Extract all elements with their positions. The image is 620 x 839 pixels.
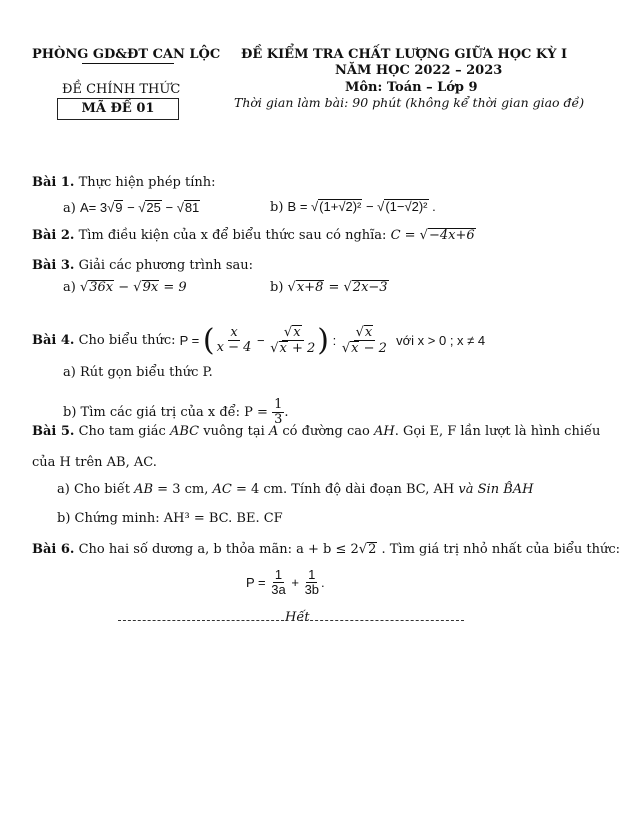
q5a: a) Cho biết AB = 3 cm, AC = 4 cm. Tính độ dài đoạn BC, AH và Sin B̂AH bbox=[57, 482, 534, 497]
end-marker: Hết bbox=[285, 610, 310, 625]
q3b: b) √x+8 = √2x−3 bbox=[270, 280, 388, 295]
q4a: a) Rút gọn biểu thức P. bbox=[63, 365, 213, 380]
footer-line-left bbox=[118, 620, 284, 621]
q4-heading: Bài 4. Cho biểu thức: P = ( $\frac{x}{x - 4}$ − $\frac{√x}{√x + 2}$ ) : $\frac{√x}{√x - 2}$ với x > 0 ; x ≠ 4 bbox=[32, 322, 486, 358]
official-label: ĐỀ CHÍNH THỨC bbox=[62, 82, 181, 97]
q3a: a) √36x − √9x = 9 bbox=[63, 280, 187, 295]
q5-line2: của H trên AB, AC. bbox=[32, 455, 157, 470]
q1b: b) B = √(1+√2)² − √(1−√2)² . bbox=[270, 199, 436, 215]
exam-code-box: MÃ ĐỀ 01 bbox=[57, 98, 179, 120]
q1-heading: Bài 1. Thực hiện phép tính: bbox=[32, 175, 216, 190]
department-title: PHÒNG GD&ĐT CAN LỘC bbox=[32, 47, 221, 62]
q1a: a) A= 3√9 − √25 − √81 bbox=[63, 200, 200, 216]
q5b: b) Chứng minh: AH³ = BC. BE. CF bbox=[57, 511, 283, 526]
footer-line-right bbox=[300, 620, 464, 621]
exam-title: ĐỀ KIỂM TRA CHẤT LƯỢNG GIỮA HỌC KỲ I bbox=[241, 47, 568, 62]
q6-expression: P = $\frac{1}{3a}$ + $\frac{1}{3b}$ . bbox=[246, 566, 325, 597]
school-year: NĂM HỌC 2022 – 2023 bbox=[335, 63, 503, 78]
q2: Bài 2. Tìm điều kiện của x để biểu thức sau có nghĩa: C = √−4x+6 bbox=[32, 228, 475, 243]
q3-heading: Bài 3. Giải các phương trình sau: bbox=[32, 258, 253, 273]
subject: Môn: Toán – Lớp 9 bbox=[345, 80, 478, 95]
exam-time: Thời gian làm bài: 90 phút (không kể thời gian giao đề) bbox=[234, 95, 585, 110]
q6-heading: Bài 6. Cho hai số dương a, b thỏa mãn: a + b ≤ 2√2 . Tìm giá trị nhỏ nhất của biểu thức: bbox=[32, 542, 620, 557]
q5-line1: Bài 5. Cho tam giác ABC vuông tại A có đường cao AH. Gọi E, F lần lượt là hình chiếu bbox=[32, 424, 601, 439]
q4b: b) Tìm các giá trị của x để: P = $\frac{1}{3}$ . bbox=[63, 396, 289, 427]
department-underline bbox=[82, 63, 174, 64]
